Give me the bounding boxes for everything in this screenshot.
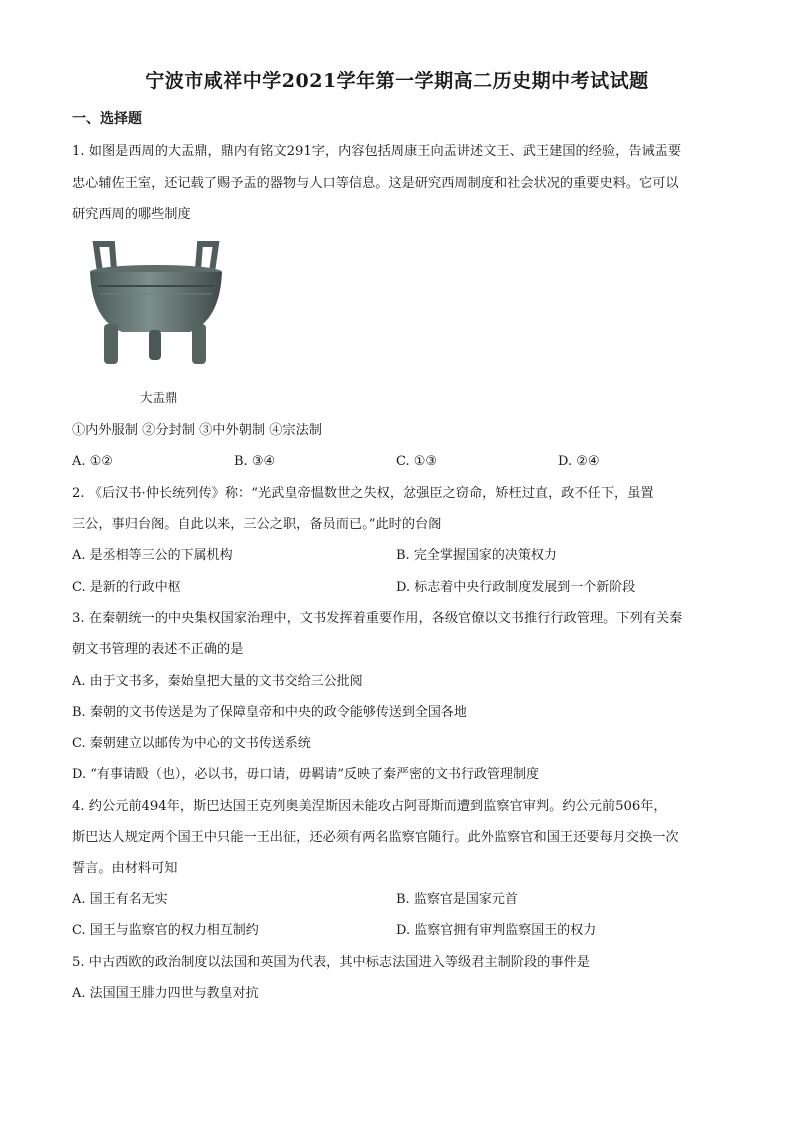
- page-title: 宁波市咸祥中学2021学年第一学期高二历史期中考试试题: [145, 70, 649, 92]
- q3-option-d[interactable]: D. “有事请殹（也），必以书，毋口请，毋羁请”反映了秦严密的文书行政管理制度: [72, 767, 540, 782]
- section-heading: 一、选择题: [72, 111, 142, 127]
- q4-option-a[interactable]: A. 国王有名无实: [72, 892, 168, 907]
- q4-line-2: 斯巴达人规定两个国王中只能一王出征，还必须有两名监察官随行。此外监察官和国王还要每月交换一次: [72, 830, 679, 845]
- q1-option-c[interactable]: C. ①③: [396, 454, 438, 469]
- q1-option-d[interactable]: D. ②④: [558, 454, 600, 469]
- q5-line-1: 5. 中古西欧的政治制度以法国和英国为代表，其中标志法国进入等级君主制阶段的事件是: [72, 955, 590, 970]
- q2-option-a[interactable]: A. 是丞相等三公的下属机构: [72, 548, 233, 563]
- q2-line-1: 2. 《后汉书·仲长统列传》称：“光武皇帝愠数世之失权，忿强臣之窃命，矫枉过直，政不任下，虽置: [72, 486, 654, 501]
- q4-option-d[interactable]: D. 监察官拥有审判监察国王的权力: [396, 923, 597, 938]
- q1-line-3: 研究西周的哪些制度: [72, 207, 191, 222]
- q3-line-1: 3. 在秦朝统一的中央集权国家治理中，文书发挥着重要作用，各级官僚以文书推行行政管理。下列有关秦: [72, 611, 683, 626]
- q2-line-2: 三公，事归台阁。自此以来，三公之职，备员而已。”此时的台阁: [72, 517, 442, 532]
- q1-line-2: 忠心辅佐王室，还记载了赐予盂的器物与人口等信息。这是研究西周制度和社会状况的重要史料。它可以: [72, 176, 679, 191]
- image-caption: 大盂鼎: [140, 390, 178, 405]
- q1-items: ①内外服制 ②分封制 ③中外朝制 ④宗法制: [72, 423, 322, 438]
- q1-option-b[interactable]: B. ③④: [234, 454, 276, 469]
- ding-vessel-image: [82, 240, 230, 374]
- q3-line-2: 朝文书管理的表述不正确的是: [72, 642, 244, 657]
- q1-option-a[interactable]: A. ①②: [72, 454, 113, 469]
- q4-line-3: 誓言。由材料可知: [72, 861, 178, 876]
- q3-option-c[interactable]: C. 秦朝建立以邮传为中心的文书传送系统: [72, 736, 311, 751]
- q3-option-a[interactable]: A. 由于文书多，秦始皇把大量的文书交给三公批阅: [72, 674, 363, 689]
- q5-option-a[interactable]: A. 法国国王腓力四世与教皇对抗: [72, 986, 259, 1001]
- q4-option-c[interactable]: C. 国王与监察官的权力相互制约: [72, 923, 259, 938]
- q2-option-b[interactable]: B. 完全掌握国家的决策权力: [396, 548, 557, 563]
- q4-option-b[interactable]: B. 监察官是国家元首: [396, 892, 518, 907]
- q3-option-b[interactable]: B. 秦朝的文书传送是为了保障皇帝和中央的政令能够传送到全国各地: [72, 705, 467, 720]
- q1-line-1: 1. 如图是西周的大盂鼎，鼎内有铭文291字，内容包括周康王向盂讲述文王、武王建国的经验，告诫盂要: [72, 144, 682, 159]
- q2-option-c[interactable]: C. 是新的行政中枢: [72, 580, 181, 595]
- q4-line-1: 4. 约公元前494年，斯巴达国王克列奥美涅斯因未能攻占阿哥斯而遭到监察官审判。约公元前506年，: [72, 799, 667, 814]
- q2-option-d[interactable]: D. 标志着中央行政制度发展到一个新阶段: [396, 580, 636, 595]
